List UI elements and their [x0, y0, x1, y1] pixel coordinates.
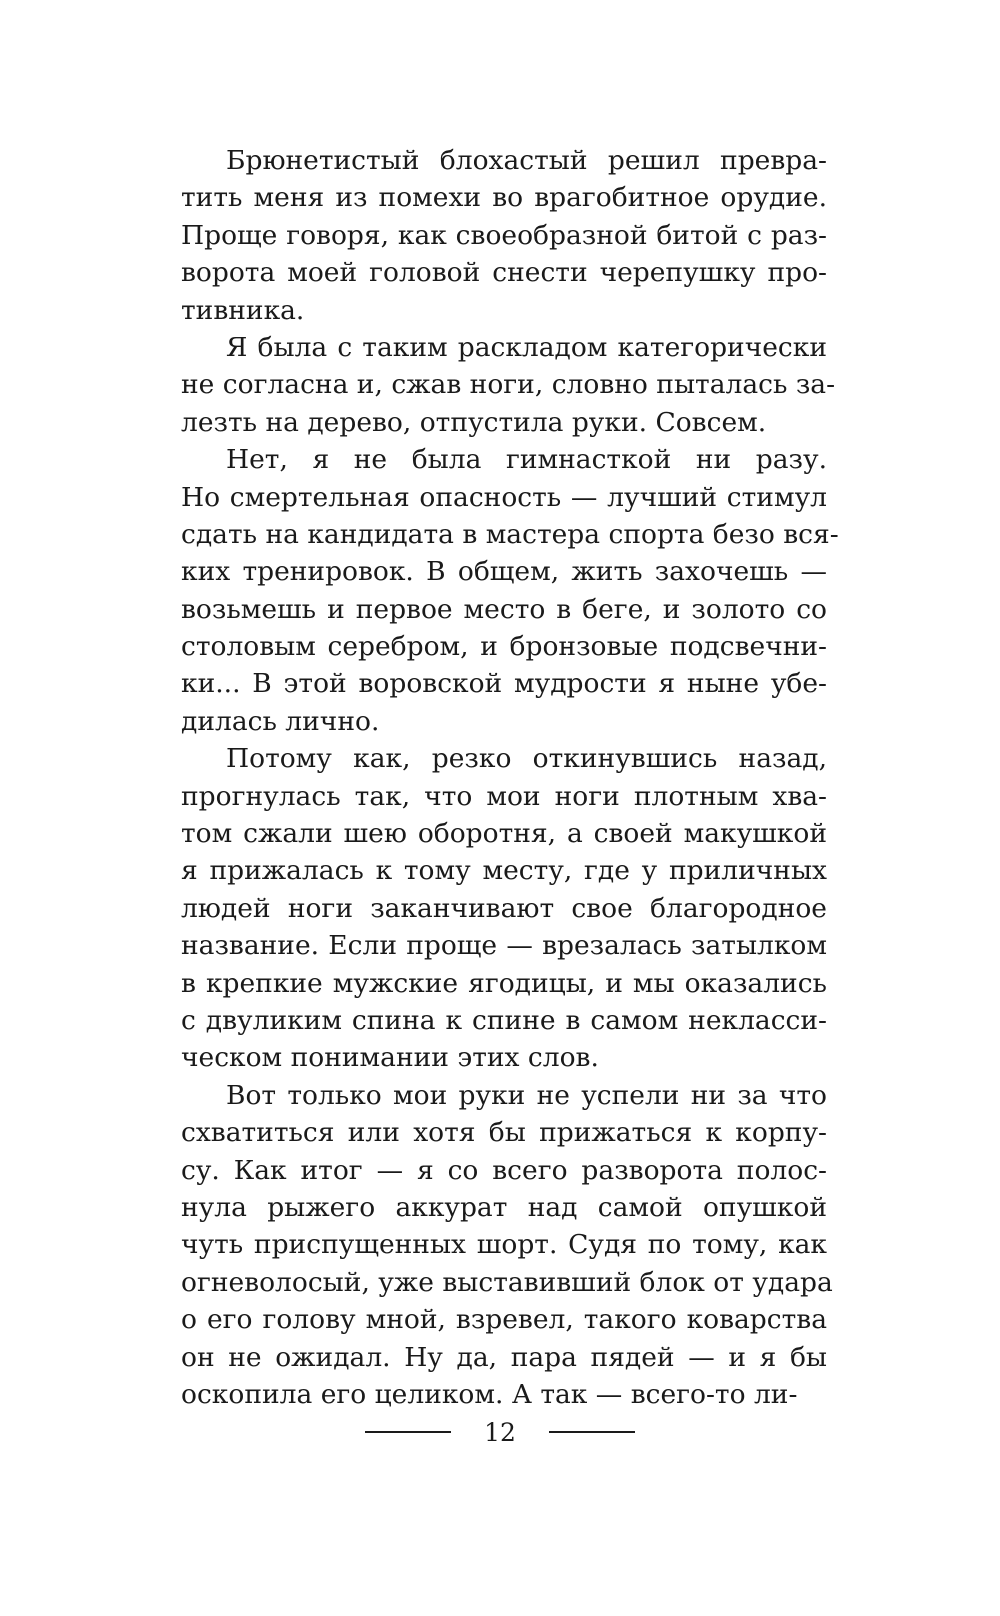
text-line: я прижалась к тому месту, где у приличных	[181, 855, 827, 887]
page-footer	[0, 1412, 1000, 1452]
text-line: тивника.	[181, 294, 305, 326]
text-line: ких тренировок. В общем, жить захочешь —	[181, 556, 827, 588]
paragraph	[181, 142, 827, 329]
text-line: лезть на дерево, отпустила руки. Совсем.	[181, 406, 767, 438]
text-line: прогнулась так, что мои ноги плотным хва-	[181, 780, 827, 812]
text-line: огневолосый, уже выставивший блок от удара	[181, 1266, 833, 1298]
text-line: столовым серебром, и бронзовые подсвечни-	[181, 631, 827, 663]
text-line: оскопила его целиком. А так — всего-то ли-	[181, 1378, 798, 1410]
text-line: Проще говоря, как своеобразной битой с раз-	[181, 219, 827, 251]
text-line: людей ноги заканчивают свое благородное	[181, 892, 827, 924]
text-line: не согласна и, сжав ноги, словно пыталась за-	[181, 369, 836, 401]
text-line: су. Как итог — я со всего разворота полос-	[181, 1154, 827, 1186]
text-line: возьмешь и первое место в беге, и золото со	[181, 593, 827, 625]
footer-rule-right	[549, 1431, 635, 1433]
paragraph	[181, 1077, 833, 1414]
text-line: том сжали шею оборотня, а своей макушкой	[181, 818, 827, 850]
text-line: сдать на кандидата в мастера спорта безо вся-	[181, 518, 839, 550]
text-line: о его голову мной, взревел, такого коварства	[181, 1304, 827, 1336]
text-line: он не ожидал. Ну да, пара пядей — и я бы	[181, 1341, 827, 1373]
text-line: Я была с таким раскладом категорически	[226, 331, 827, 363]
text-line: тить меня из помехи во врагобитное орудие.	[181, 182, 827, 214]
paragraph	[181, 740, 827, 1077]
footer-rule-left	[365, 1431, 451, 1433]
text-line: Брюнетистый блохастый решил превра-	[226, 145, 827, 176]
text-line: с двуликим спина к спине в самом некласси-	[181, 1004, 827, 1036]
text-line: в крепкие мужские ягодицы, и мы оказались	[181, 967, 827, 999]
text-line: нула рыжего аккурат над самой опушкой	[181, 1191, 827, 1223]
text-line: чуть приспущенных шорт. Судя по тому, как	[181, 1229, 827, 1261]
text-line: схватиться или хотя бы прижаться к корпу-	[181, 1117, 827, 1149]
paragraph	[181, 441, 839, 740]
text-line: Нет, я не была гимнасткой ни разу.	[226, 444, 827, 476]
text-line: ворота моей головой снести черепушку про-	[181, 257, 827, 289]
body-text	[181, 142, 839, 1413]
text-line: Но смертельная опасность — лучший стимул	[181, 481, 827, 513]
text-line: Вот только мои руки не успели ни за что	[226, 1079, 827, 1111]
paragraph	[181, 329, 836, 441]
text-line: название. Если проще — врезалась затылком	[181, 930, 827, 962]
page-number: 12	[484, 1417, 516, 1447]
text-line: ки... В этой воровской мудрости я ныне убе-	[181, 668, 827, 700]
text-line: дилась лично.	[181, 705, 380, 737]
text-line: Потому как, резко откинувшись назад,	[226, 743, 827, 775]
text-line: ческом понимании этих слов.	[181, 1042, 599, 1074]
